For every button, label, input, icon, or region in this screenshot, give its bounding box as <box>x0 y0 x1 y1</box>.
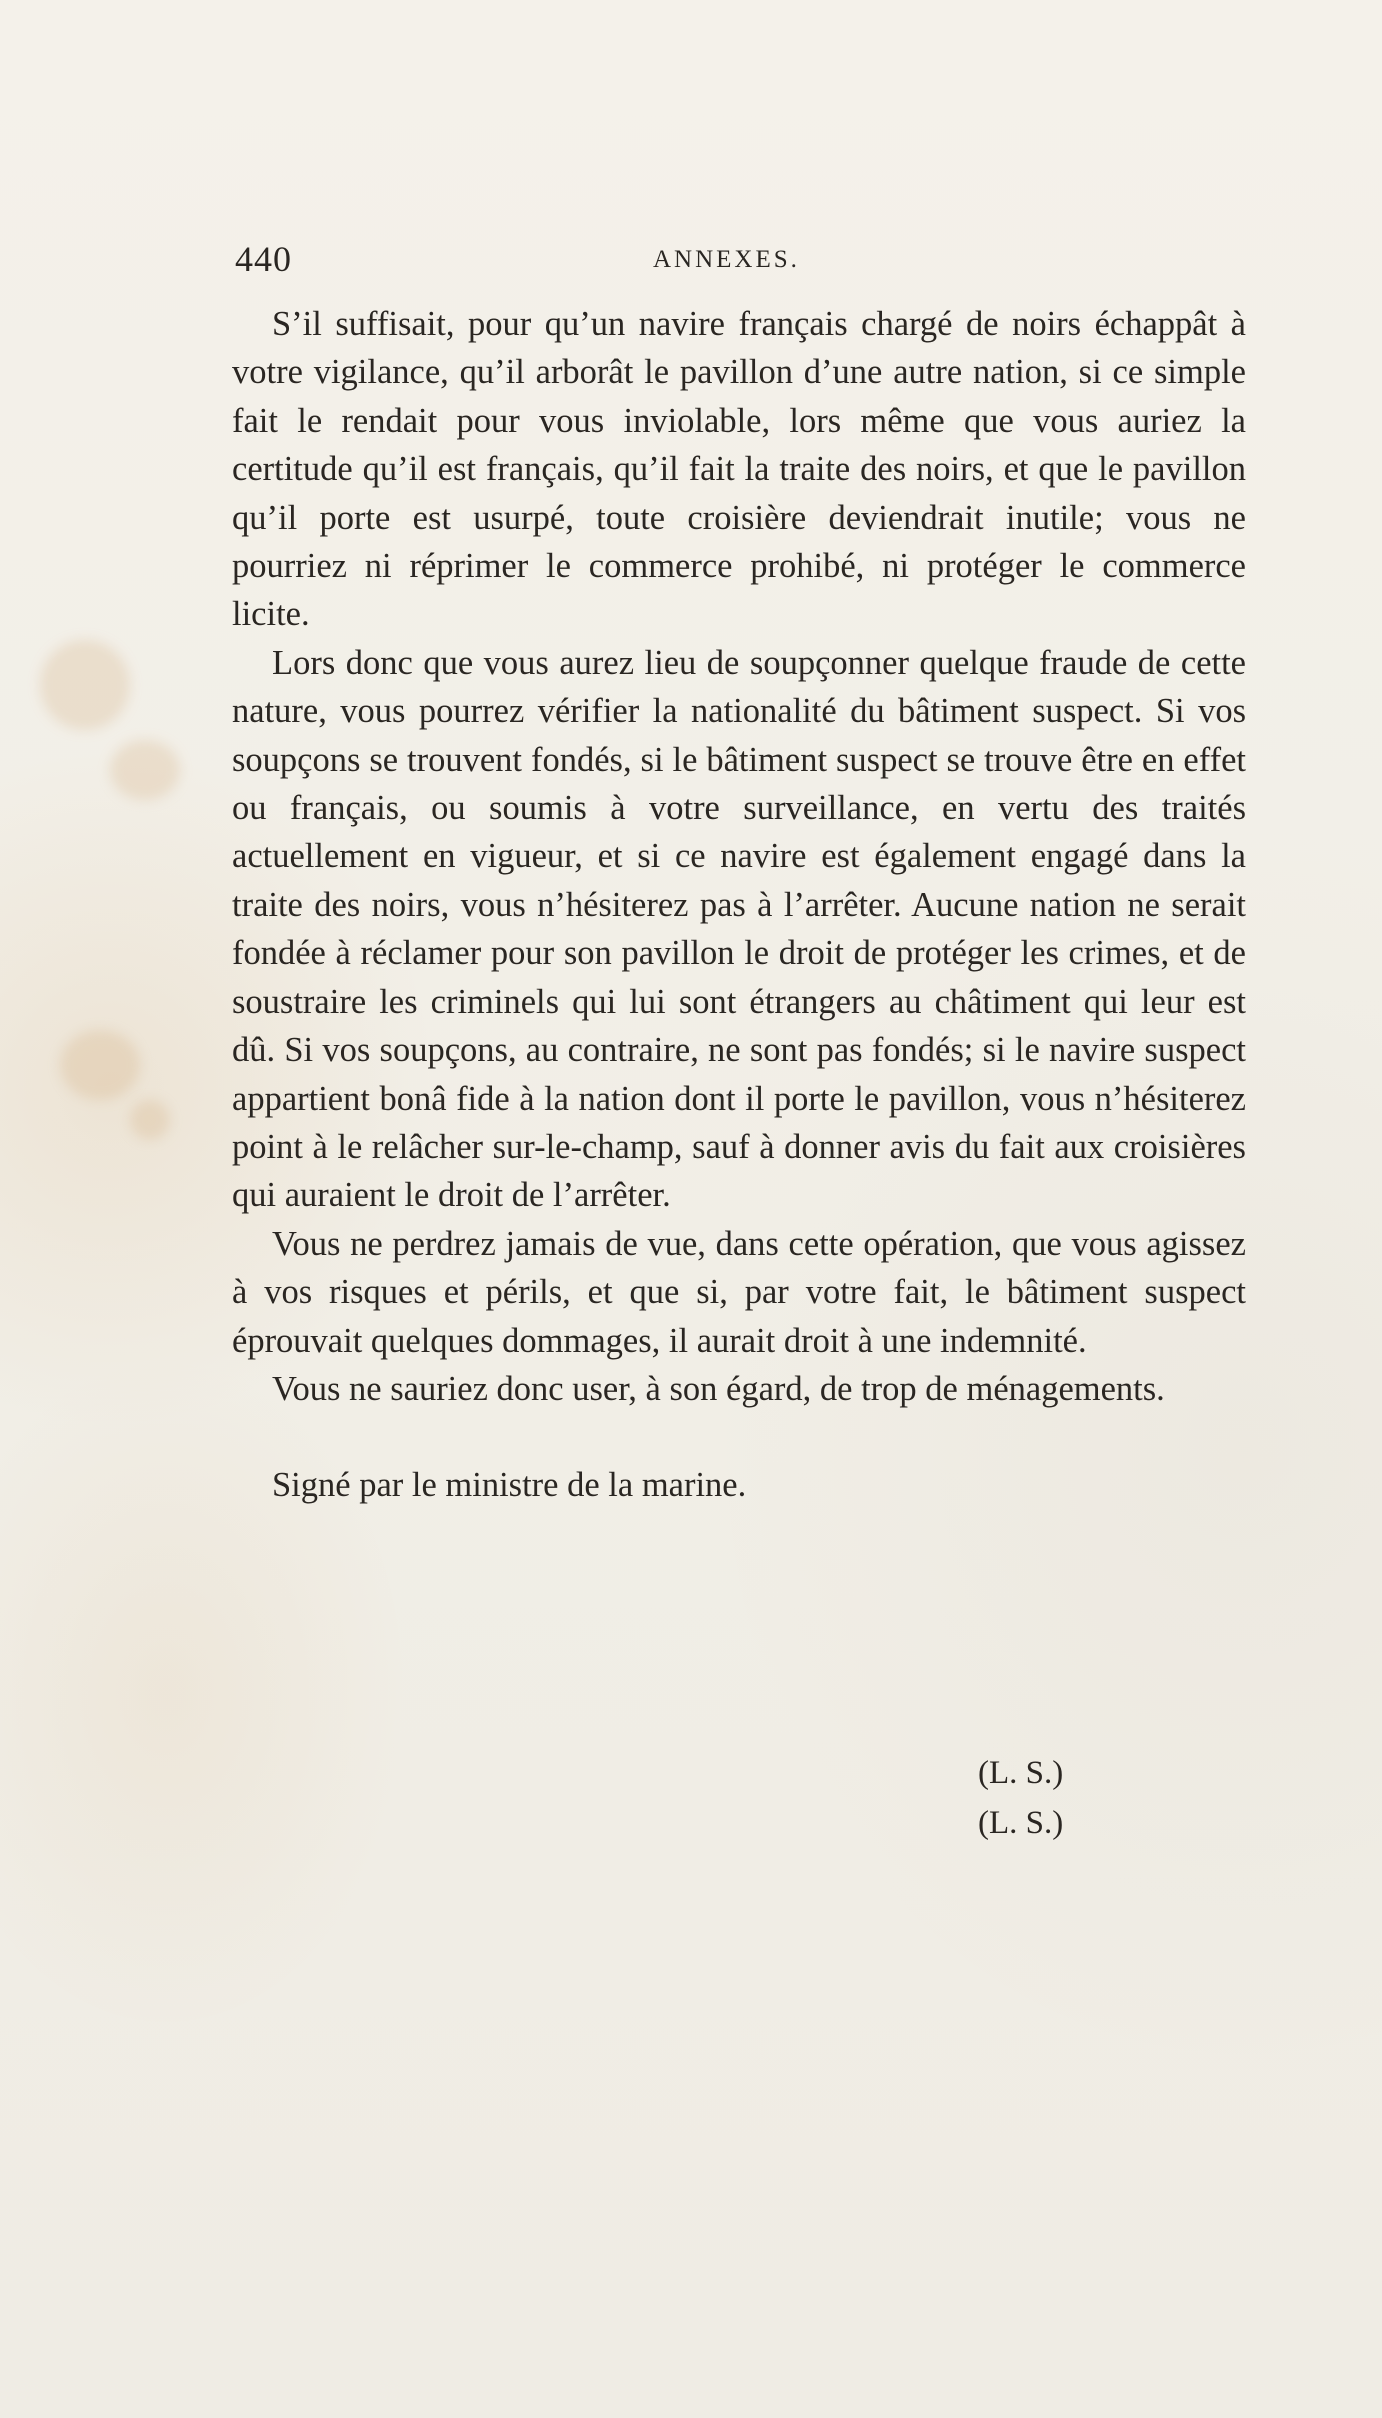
body-text <box>232 300 1246 1510</box>
paper-stain <box>130 1100 170 1140</box>
signature-line: Signé par le ministre de la marine. <box>272 1466 747 1505</box>
running-head: ANNEXES. <box>653 246 800 273</box>
paper-stain <box>60 1030 140 1100</box>
seal-mark: (L. S.) <box>978 1755 1064 1791</box>
paragraph: Vous ne sauriez donc user, à son égard, de trop de ménagements. <box>272 1369 1165 1408</box>
seal-mark: (L. S.) <box>978 1805 1064 1841</box>
seal-block <box>978 1748 1063 1848</box>
paragraph: Vous ne perdrez jamais de vue, dans cette opération, que vous agissez à vos risques et périls, et que si, par votre fait, le bâtiment suspect éprouvait quelques dommages, il aurait droit à une indemnité. <box>232 1224 1246 1360</box>
paper-stain <box>110 740 180 800</box>
page-number: 440 <box>235 239 292 279</box>
page-header <box>235 238 1245 284</box>
paragraph: S’il suffisait, pour qu’un navire français chargé de noirs échappât à votre vigilance, qu’il arborât le pavillon d’une autre nation, si ce simple fait le rendait pour vous inviolable, lors même que vous auriez la certitude qu’il est français, qu’il fait la traite des noirs, et que le pavillon qu’il porte est usurpé, toute croisière deviendrait inutile; vous ne pourriez ni réprimer le commerce prohibé, ni protéger le commerce licite. <box>232 305 1246 634</box>
paragraph: Lors donc que vous aurez lieu de soupçonner quelque fraude de cette nature, vous pourrez vérifier la nationalité du bâtiment suspect. Si vos soupçons se trouvent fondés, si le bâtiment suspect se trouve être en effet ou français, ou soumis à votre surveillance, en vertu des traités actuellement en vigueur, et si ce navire est également engagé dans la traite des noirs, vous n’hésiterez pas à l’arrêter. Aucune nation ne serait fondée à réclamer pour son pavillon le droit de protéger les crimes, et de soustraire les criminels qui lui sont étrangers au châtiment qui leur est dû. Si vos soupçons, au contraire, ne sont pas fondés; si le navire suspect appartient bonâ fide à la nation dont il porte le pavillon, vous n’hésiterez point à le relâcher sur-le-champ, sauf à donner avis du fait aux croisières qui auraient le droit de l’arrêter. <box>232 643 1246 1215</box>
paper-stain <box>40 640 130 730</box>
